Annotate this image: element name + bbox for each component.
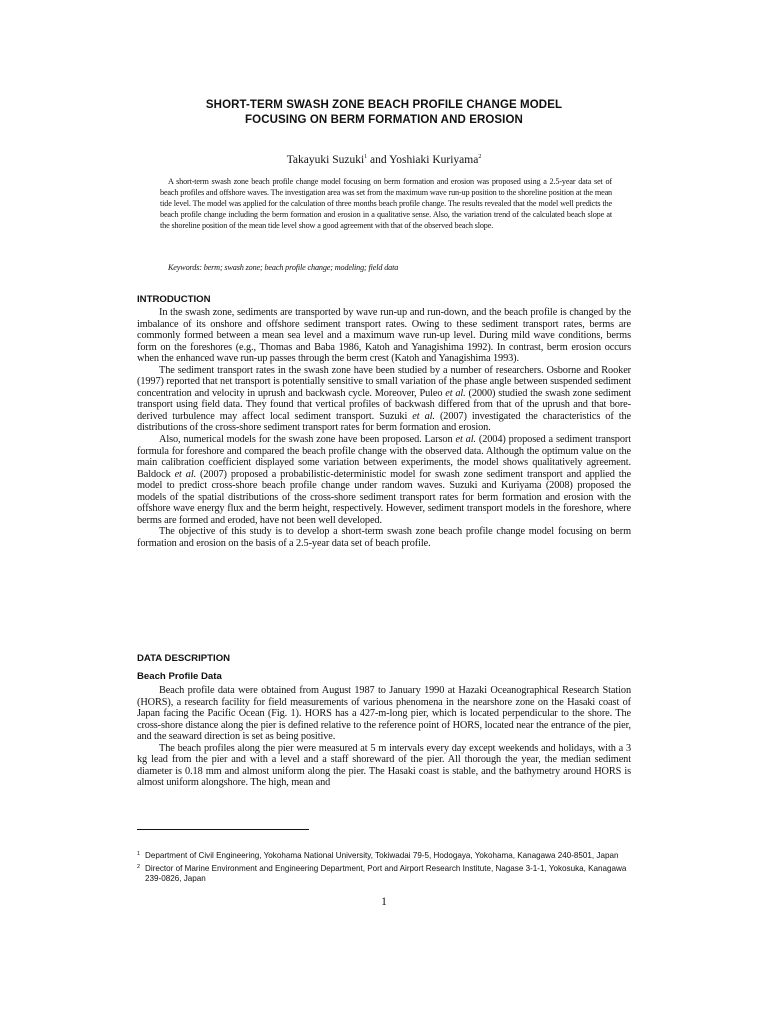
footnote-2: [137, 864, 631, 884]
author-conjunction: and: [367, 153, 390, 166]
intro-p3-text-c: (2007) proposed a probabilistic-deterministic model for swash zone sediment transport and applied the model to predict cross-shore beach profile change under random waves. Suzuki and Kuriyama (2008) proposed the models of the spatial distributions of the cross-shore sediment transport rates for berm formation and erosion with the offshore wave energy flux and the berm height, respectively. However, sediment transport models in the foreshore, where berms are formed and eroded, have not been well developed.: [137, 468, 631, 526]
author-1-name: Takayuki Suzuki: [286, 153, 365, 166]
data-paragraph-2: The beach profiles along the pier were measured at 5 m intervals every day except weekends and holidays, with a 3 kg lead from the pier and with a level and a staff shoreward of the pier. All thorough the year, the median sediment diameter is 0.18 mm and almost uniform along the pier. The Hasaki coast is stable, and the bathymetry around HORS is almost uniform alongshore. The high, mean and: [137, 742, 631, 789]
author-list: [120, 150, 648, 167]
intro-paragraph-2: [137, 365, 631, 434]
introduction-body: [137, 307, 631, 549]
data-description-heading: DATA DESCRIPTION: [137, 653, 231, 664]
data-paragraph-1: Beach profile data were obtained from August 1987 to January 1990 at Hazaki Oceanographical Research Station (HORS), a research facility for field measurements of various phenomena in the nearshore zone on the Hasaki coast of Japan facing the Pacific Ocean (Fig. 1). HORS has a 427-m-long pier, which is located perpendicular to the shore. The cross-shore distance along the pier is defined relative to the reference point of HORS, located near the entrance of the pier, and the seaward direction is set as being positive.: [137, 685, 631, 743]
footnote-2-mark: 2: [137, 864, 141, 871]
paper-title: [120, 98, 648, 128]
keywords: Keywords: berm; swash zone; beach profile change; modeling; field data: [168, 263, 399, 272]
intro-p2-text-a: The sediment transport rates in the swash zone have been studied by a number of researchers. Osborne and Rooker (1997) reported that net transport is potentially sensitive to small variation of the phase angle between suspended sediment concentration and velocity in uprush and backwash cycle. Moreover, Puleo: [137, 364, 631, 399]
page-number: 1: [381, 896, 387, 908]
footnote-rule: [137, 829, 309, 830]
footnotes: [137, 851, 631, 888]
footnote-1-text: Department of Civil Engineering, Yokohama National University, Tokiwadai 79-5, Hodogaya, Yokohama, Kanagawa 240-8501, Japan: [145, 851, 619, 860]
intro-p2-text-c: (2007) investigated the characteristics of the distributions of the cross-shore sediment transport rates for berm formation and erosion.: [137, 410, 632, 434]
intro-p2-etal-2: et al.: [412, 410, 435, 422]
author-2-mark: 2: [478, 154, 482, 160]
intro-p3-text-a: Also, numerical models for the swash zone have been proposed. Larson: [159, 434, 456, 446]
intro-p2-etal-1: et al.: [445, 387, 466, 399]
introduction-heading: INTRODUCTION: [137, 294, 211, 305]
author-2-name: Yoshiaki Kuriyama: [389, 153, 479, 166]
abstract: A short-term swash zone beach profile change model focusing on berm formation and erosion was proposed using a 2.5-year data set of beach profiles and offshore waves. The investigation area was set from the maximum wave run-up position to the shoreline position at the mean tide level. The model was applied for the calculation of three months beach profile change. The results revealed that the model well predicts the beach profile change including the berm formation and erosion in a qualitative sense. Also, the variation trend of the calculated beach slope at the shoreline position of the mean tide level show a good agreement with that of the observed beach slope.: [160, 177, 612, 231]
author-1-mark: 1: [364, 154, 368, 160]
intro-paragraph-4: The objective of this study is to develop a short-term swash zone beach profile change model focusing on berm formation and erosion on the basis of a 2.5-year data set of beach profile.: [137, 526, 631, 549]
title-line-1: SHORT-TERM SWASH ZONE BEACH PROFILE CHANGE MODEL: [205, 99, 563, 111]
intro-p3-etal-1: et al.: [455, 434, 476, 446]
intro-paragraph-3: [137, 434, 631, 526]
data-description-body: [137, 685, 631, 789]
intro-p3-etal-2: et al.: [174, 468, 197, 480]
intro-p2-text-b: (2000) studied the swash zone sediment transport using field data. They found that vertical profiles of backwash differed from that of the uprush and that bore-derived turbulence may affect local sediment transport. Suzuki: [137, 387, 632, 422]
title-line-2: FOCUSING ON BERM FORMATION AND EROSION: [245, 114, 523, 126]
footnote-1-mark: 1: [137, 851, 141, 857]
beach-profile-data-subheading: Beach Profile Data: [137, 671, 222, 682]
footnote-2-text: Director of Marine Environment and Engineering Department, Port and Airport Research Institute, Nagase 3-1-1, Yokosuka, Kanagawa 239-0826, Japan: [145, 864, 627, 884]
intro-paragraph-1: In the swash zone, sediments are transported by wave run-up and run-down, and the beach profile is changed by the imbalance of its onshore and offshore sediment transport rates. Owing to these sediment transport rates, berms are commonly formed between a mean sea level and a maximum wave run-up level. During mild wave conditions, berms form on the foreshores (e.g., Thomas and Baba 1986, Katoh and Yanagishima 1992). In contrast, berm erosion occurs when the enhanced wave run-up passes through the berm crest (Katoh and Yanagishima 1993).: [137, 307, 631, 365]
intro-p3-text-b: (2004) proposed a sediment transport formula for foreshore and compared the beach profile change with the observed data. Although the optimum value on the main calibration coefficient displayed some variation between experiments, the model shows qualitatively agreement. Baldock: [137, 434, 631, 480]
footnote-1: [137, 851, 631, 861]
